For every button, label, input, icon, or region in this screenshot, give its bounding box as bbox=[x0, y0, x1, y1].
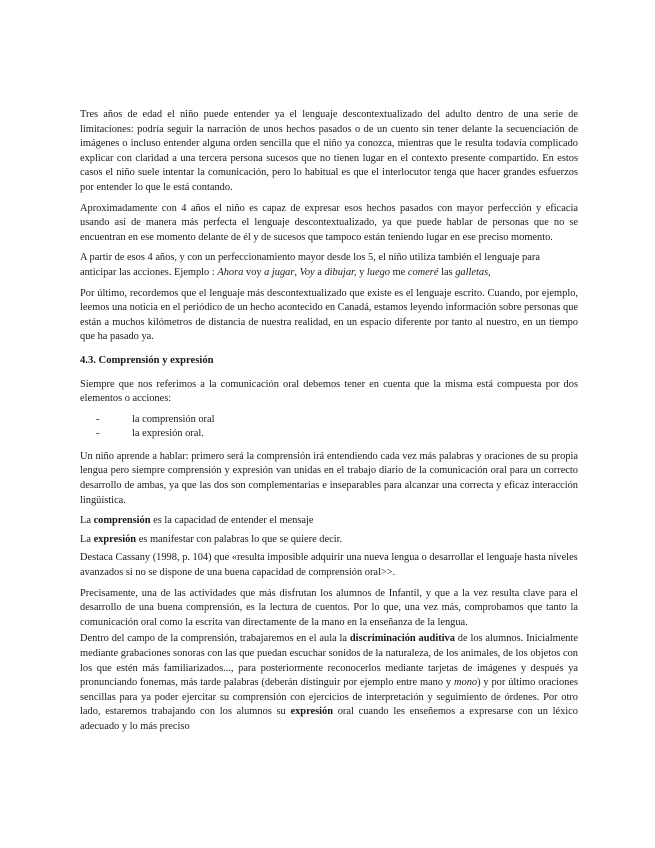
example-word: a jugar bbox=[264, 266, 295, 278]
paragraph-anticipation bbox=[80, 251, 578, 280]
text-run: ) y por último oraciones sencillas para ya poder ejercitar su comprensión con ejercicios de interpretación y seguimiento de órdenes. Por otro lado, estaremos trabajando con los alumnos su bbox=[80, 677, 579, 718]
text-run: y bbox=[356, 266, 367, 278]
definition-expression bbox=[80, 533, 578, 548]
example-word: Voy bbox=[299, 266, 315, 278]
text-run: a bbox=[314, 266, 325, 278]
text-run: es manifestar con palabras lo que se quiere decir. bbox=[136, 533, 343, 545]
list-item-text: la expresión oral. bbox=[132, 428, 204, 440]
text-run: me bbox=[389, 266, 408, 278]
text-run: La bbox=[80, 515, 94, 527]
text-run: , bbox=[294, 266, 300, 278]
list-item bbox=[96, 427, 578, 442]
elements-list bbox=[80, 413, 578, 442]
example-word: mono bbox=[454, 677, 478, 689]
list-item bbox=[96, 413, 578, 428]
document-page bbox=[80, 108, 578, 741]
example-word: comeré bbox=[407, 266, 439, 278]
term-bold: discriminación auditiva bbox=[349, 633, 455, 645]
term-bold: comprensión bbox=[93, 515, 151, 527]
text-run: A partir de esos 4 años, y con un perfeccionamiento mayor desde los 5, el niño utiliza también el lenguaje para anticipar las acciones. Ejemplo : bbox=[80, 252, 540, 278]
text-run: voy bbox=[243, 266, 265, 278]
text-run: de los alumnos. Inicialmente mediante grabaciones sonoras con las que puedan escuchar sonidos de la naturaleza, de los animales, de los objetos con los que estén más familiarizados..., para posteriormente reconocerlos mediante tarjetas de imágenes y después ya pronunciando fonemas, más tarde palabras (deberán distinguir por ejemplo entre mano y bbox=[80, 633, 579, 689]
definition-comprehension bbox=[80, 514, 578, 529]
paragraph-four-years: Aproximadamente con 4 años el niño es capaz de expresar esos hechos pasados con mayor perfección y eficacia usando así de manera más perfecta el lenguaje descontextualizado, ya que puede hablar de personas que no se encuentran en ese momento delante de él y de sucesos que tampoco están teniendo lugar en ese preciso momento. bbox=[80, 202, 578, 243]
term-bold: expresión bbox=[93, 533, 137, 545]
term-bold: expresión bbox=[290, 706, 334, 718]
paragraph-learning: Un niño aprende a hablar: primero será la comprensión irá entendiendo cada vez más palabras y oraciones de su propia lengua pero siempre comprensión y expresión van unidas en el trabajo diario de la comunicación oral para un correcto desarrollo de ambas, ya que las dos son complementarias e inseparables para alcanzar una correcta y eficaz interacción lingüística. bbox=[80, 450, 578, 506]
example-word: galletas bbox=[455, 266, 489, 278]
paragraph-storytelling: Precisamente, una de las actividades que más disfrutan los alumnos de Infantil, y que a la vez resulta clave para el desarrollo de una buena comprensión, es la lectura de cuentos. Por lo que, una vez más, comprobamos que tanto la comunicación oral como la escrita van directamente de la mano en la enseñanza de la lengua. bbox=[80, 587, 578, 628]
example-word: dibujar, bbox=[324, 266, 357, 278]
example-word: Ahora bbox=[217, 266, 244, 278]
paragraph-three-years: Tres años de edad el niño puede entender ya el lenguaje descontextualizado del adulto dentro de una serie de limitaciones: podría seguir la narración de unos hechos pasados o de un cuento sin tener delante la secuenciación de imágenes o incluso entender alguna orden sencilla que el niño ya conozca, mientras que le resulta todavía complicado explicar con claridad a una tercera persona sucesos que no tienen lugar en el contexto presente compartido. En estos casos el niño suele intentar la comunicación, pero lo habitual es que el interlocutor tenga que hacer grandes esfuerzos por entender lo que le está contando. bbox=[80, 109, 578, 193]
text-run: es la capacidad de entender el mensaje bbox=[150, 515, 314, 527]
text-run: La bbox=[80, 533, 94, 545]
list-item-text: la comprensión oral bbox=[132, 413, 215, 425]
text-run: , bbox=[488, 266, 491, 278]
paragraph-cassany-quote: Destaca Cassany (1998, p. 104) que «resulta imposible adquirir una nueva lengua o desarrollar el lenguaje hasta niveles avanzados si no se dispone de una buena capacidad de comprensión oral>>. bbox=[80, 552, 578, 579]
example-word: luego bbox=[366, 266, 390, 278]
section-heading: 4.3. Comprensión y expresión bbox=[80, 354, 214, 366]
text-run: las bbox=[438, 266, 456, 278]
list-dash: - bbox=[96, 428, 100, 440]
paragraph-written-language: Por último, recordemos que el lenguaje más descontextualizado que existe es el lenguaje escrito. Cuando, por ejemplo, leemos una noticia en el periódico de un hecho acontecido en Canadá, estamos leyendo información sobre personas que están a muchos kilómetros de distancia de nuestra realidad, en un espacio diferente por tanto al nuestro, en un tiempo que ha pasado ya. bbox=[80, 287, 578, 343]
paragraph-oral-communication: Siempre que nos referimos a la comunicación oral debemos tener en cuenta que la misma está compuesta por dos elementos o acciones: bbox=[80, 378, 578, 405]
list-dash: - bbox=[96, 413, 100, 425]
text-run: Dentro del campo de la comprensión, trabajaremos en el aula la bbox=[80, 633, 350, 645]
paragraph-auditory-discrimination bbox=[80, 632, 578, 734]
text-run: oral cuando les enseñemos a expresarse con un léxico adecuado y lo más preciso bbox=[80, 706, 578, 732]
